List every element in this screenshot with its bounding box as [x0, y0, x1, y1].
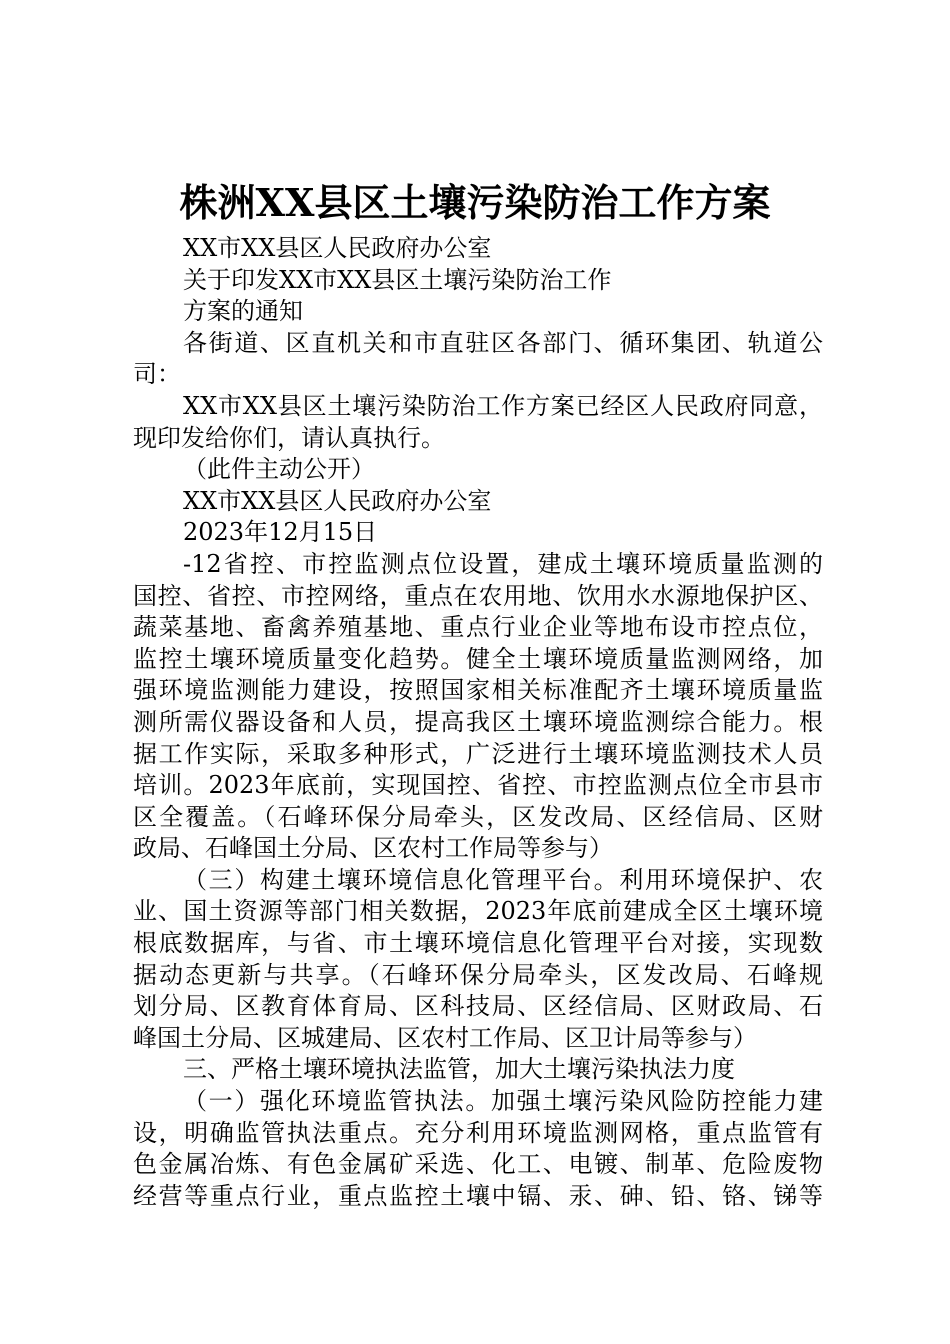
text-line: 据动态更新与共享。（石峰环保分局牵头，区发改局、石峰规 [133, 960, 823, 989]
text-line: 设，明确监管执法重点。充分利用环境监测网格，重点监管有 [133, 1118, 823, 1147]
text-line: 业、国土资源等部门相关数据，2023年底前建成全区土壤环境 [133, 897, 823, 926]
text-line: 司： [133, 360, 181, 389]
text-line: XX市XX县区土壤污染防治工作方案已经区人民政府同意， [183, 391, 823, 420]
text-line: XX市XX县区人民政府办公室 [183, 234, 492, 262]
text-line: 方案的通知 [183, 297, 303, 326]
document-body [133, 233, 823, 1212]
text-line: 区全覆盖。（石峰环保分局牵头，区发改局、区经信局、区财 [133, 802, 823, 831]
text-line: 划分局、区教育体育局、区科技局、区经信局、区财政局、石 [133, 992, 823, 1021]
text-line: 经营等重点行业，重点监控土壤中镉、汞、砷、铅、铬、锑等 [133, 1181, 823, 1210]
text-line: （三）构建土壤环境信息化管理平台。利用环境保护、农 [183, 865, 823, 894]
text-line: 据工作实际，采取多种形式，广泛进行土壤环境监测技术人员 [133, 739, 823, 768]
text-line: XX市XX县区人民政府办公室 [183, 486, 492, 515]
text-line: 培训。2023年底前，实现国控、省控、市控监测点位全市县市 [133, 771, 823, 800]
text-line: 三、严格土壤环境执法监管，加大土壤污染执法力度 [183, 1055, 735, 1084]
text-line: 根底数据库，与省、市土壤环境信息化管理平台对接，实现数 [133, 929, 823, 958]
text-line: 峰国土分局、区城建局、区农村工作局、区卫计局等参与） [133, 1023, 757, 1052]
text-line: （一）强化环境监管执法。加强土壤污染风险防控能力建 [183, 1087, 823, 1116]
text-line: 强环境监测能力建设，按照国家相关标准配齐土壤环境质量监 [133, 676, 823, 705]
text-line: 各街道、区直机关和市直驻区各部门、循环集团、轨道公 [183, 328, 823, 357]
document-title: 株洲XX县区土壤污染防治工作方案 [179, 180, 771, 225]
text-line: 监控土壤环境质量变化趋势。健全土壤环境质量监测网络，加 [133, 644, 823, 673]
text-line: 蔬菜基地、畜禽养殖基地、重点行业企业等地布设市控点位， [133, 613, 823, 642]
text-line: 现印发给你们，请认真执行。 [133, 423, 445, 452]
text-line: 政局、石峰国土分局、区农村工作局等参与） [133, 834, 613, 863]
text-line: 测所需仪器设备和人员，提高我区土壤环境监测综合能力。根 [133, 707, 823, 736]
text-line: 色金属冶炼、有色金属矿采选、化工、电镀、制革、危险废物 [133, 1150, 823, 1179]
text-line: 关于印发XX市XX县区土壤污染防治工作 [183, 265, 612, 294]
text-line: 2023年12月15日 [183, 518, 378, 547]
text-line: 国控、省控、市控网络，重点在农用地、饮用水水源地保护区、 [133, 581, 823, 610]
text-line: （此件主动公开） [183, 455, 375, 484]
text-line: -12省控、市控监测点位设置，建成土壤环境质量监测的 [183, 549, 823, 578]
